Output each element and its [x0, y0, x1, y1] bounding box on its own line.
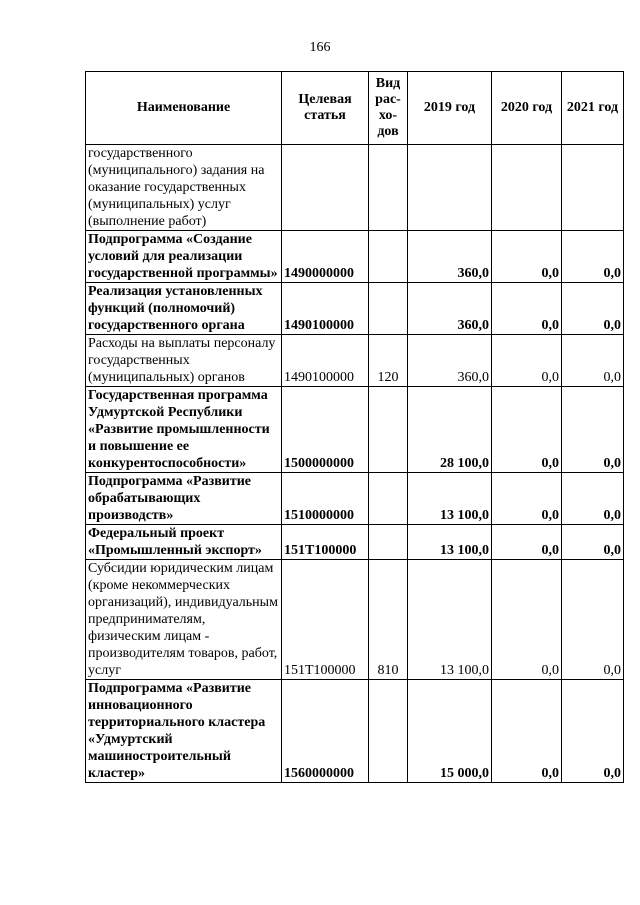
cell-code: 151T100000: [282, 560, 369, 680]
page-number: 166: [309, 40, 331, 55]
cell-2019: 360,0: [408, 231, 492, 283]
cell-2021: 0,0: [562, 231, 624, 283]
cell-2021: [562, 145, 624, 231]
cell-type: 810: [369, 560, 408, 680]
cell-code: 1500000000: [282, 387, 369, 473]
budget-table: [85, 71, 624, 783]
cell-2019: 13 100,0: [408, 560, 492, 680]
cell-2021: 0,0: [562, 387, 624, 473]
cell-name: Подпрограмма «Развитие инновационного территориального кластера «Удмуртский машиностроительный кластер»: [86, 680, 282, 783]
cell-2020: 0,0: [492, 283, 562, 335]
cell-code: 1490100000: [282, 283, 369, 335]
table-row: [86, 231, 624, 283]
cell-type: [369, 473, 408, 525]
cell-2020: 0,0: [492, 560, 562, 680]
cell-2019: [408, 145, 492, 231]
cell-code: 1490100000: [282, 335, 369, 387]
table-row: [86, 387, 624, 473]
cell-2020: 0,0: [492, 335, 562, 387]
table-row: [86, 560, 624, 680]
cell-2021: 0,0: [562, 335, 624, 387]
cell-2020: 0,0: [492, 525, 562, 560]
cell-2019: 360,0: [408, 283, 492, 335]
cell-2019: 28 100,0: [408, 387, 492, 473]
table-header-row: [86, 72, 624, 145]
cell-type: [369, 283, 408, 335]
cell-2020: [492, 145, 562, 231]
cell-name: Расходы на выплаты персоналу государственных (муниципальных) органов: [86, 335, 282, 387]
cell-2019: 360,0: [408, 335, 492, 387]
table-row: [86, 283, 624, 335]
cell-type: [369, 145, 408, 231]
cell-2021: 0,0: [562, 680, 624, 783]
table-row: [86, 145, 624, 231]
cell-code: [282, 145, 369, 231]
cell-2020: 0,0: [492, 231, 562, 283]
cell-name: Государственная программа Удмуртской Республики «Развитие промышленности и повышение ее конкурентоспособности»: [86, 387, 282, 473]
cell-2020: 0,0: [492, 387, 562, 473]
cell-type: 120: [369, 335, 408, 387]
cell-2021: 0,0: [562, 473, 624, 525]
cell-code: 1560000000: [282, 680, 369, 783]
cell-2019: 13 100,0: [408, 473, 492, 525]
header-year-2019: 2019 год: [408, 72, 492, 145]
cell-2021: 0,0: [562, 283, 624, 335]
cell-2020: 0,0: [492, 473, 562, 525]
cell-code: 151T100000: [282, 525, 369, 560]
cell-type: [369, 387, 408, 473]
cell-name: Реализация установленных функций (полномочий) государственного органа: [86, 283, 282, 335]
table-row: [86, 525, 624, 560]
table-row: [86, 473, 624, 525]
cell-2021: 0,0: [562, 525, 624, 560]
cell-name: Федеральный проект «Промышленный экспорт»: [86, 525, 282, 560]
cell-2019: 15 000,0: [408, 680, 492, 783]
header-year-2020: 2020 год: [492, 72, 562, 145]
cell-type: [369, 231, 408, 283]
header-name: Наименование: [86, 72, 282, 145]
cell-name: Подпрограмма «Развитие обрабатывающих производств»: [86, 473, 282, 525]
header-year-2021: 2021 год: [562, 72, 624, 145]
cell-type: [369, 680, 408, 783]
cell-type: [369, 525, 408, 560]
cell-name: Субсидии юридическим лицам (кроме некоммерческих организаций), индивидуальным предпринимателям, физическим лицам - производителям товаров, работ, услуг: [86, 560, 282, 680]
table-row: [86, 335, 624, 387]
cell-name: государственного (муниципального) задания на оказание государственных (муниципальных) услуг (выполнение работ): [86, 145, 282, 231]
header-expense-type: Вид рас-хо-дов: [369, 72, 408, 145]
cell-2021: 0,0: [562, 560, 624, 680]
cell-code: 1510000000: [282, 473, 369, 525]
cell-name: Подпрограмма «Создание условий для реализации государственной программы»: [86, 231, 282, 283]
cell-2019: 13 100,0: [408, 525, 492, 560]
table-row: [86, 680, 624, 783]
cell-2020: 0,0: [492, 680, 562, 783]
table-body: [86, 145, 624, 783]
header-target-article: Целевая статья: [282, 72, 369, 145]
cell-code: 1490000000: [282, 231, 369, 283]
